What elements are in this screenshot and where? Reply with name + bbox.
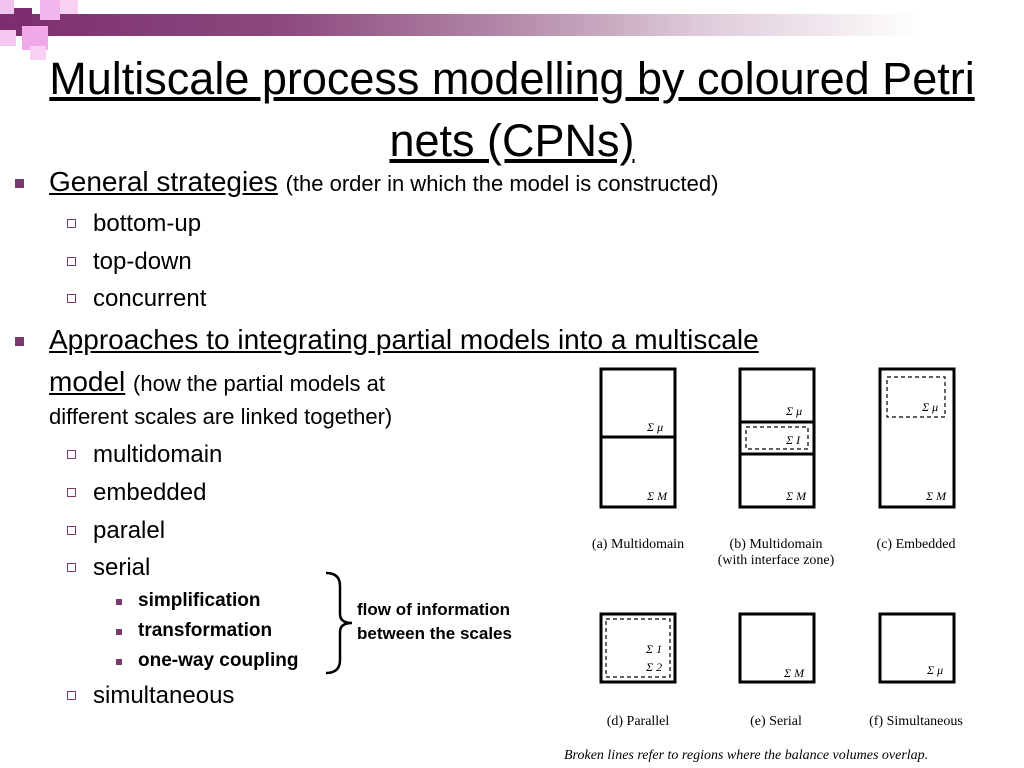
bullet-hollow	[67, 450, 76, 459]
diagram-d	[601, 614, 675, 682]
section1-heading: General strategies	[49, 166, 278, 197]
sigma-M-label: Σ M	[786, 489, 807, 503]
bullet-square	[15, 179, 24, 188]
section2-heading-line1: Approaches to integrating partial models into a multiscale	[49, 324, 759, 355]
section2-subtitle: (how the partial models at	[133, 371, 385, 396]
sigma-I-label: Σ I	[786, 433, 801, 447]
bullet-hollow	[67, 294, 76, 303]
sigma-mu-label: Σ μ	[786, 404, 803, 418]
caption-a: (a) Multidomain	[591, 537, 685, 552]
sigma-mu-label: Σ μ	[647, 420, 664, 434]
sub-list-item: simplification	[138, 590, 261, 611]
sigma-M-label: Σ M	[647, 489, 668, 503]
sigma-M-label: Σ M	[784, 666, 805, 680]
caption-c: (c) Embedded	[876, 537, 956, 552]
bullet-hollow	[67, 526, 76, 535]
section1-subtitle: (the order in which the model is constructed)	[285, 171, 719, 196]
bullet-hollow	[67, 691, 76, 700]
list-item: paralel	[93, 517, 166, 544]
brace-note: flow of information between the scales	[357, 600, 512, 643]
figure-note: Broken lines refer to regions where the balance volumes overlap.	[564, 748, 929, 763]
caption-d: (d) Parallel	[606, 714, 670, 729]
list-item: embedded	[93, 479, 207, 506]
diagram-c	[880, 369, 954, 507]
list-item: simultaneous	[93, 682, 235, 709]
bullet-hollow	[67, 219, 76, 228]
bullet-small	[116, 659, 122, 665]
bullet-hollow	[67, 488, 76, 497]
caption-e: (e) Serial	[750, 714, 802, 729]
sigma-mu-label: Σ μ	[922, 400, 939, 414]
sigma-2-label: Σ 2	[646, 660, 663, 674]
slide-title: Multiscale process modelling by coloured Petri nets (CPNs)	[49, 53, 975, 166]
section2-heading-line2: model (how the partial models at	[49, 366, 385, 397]
list-item: multidomain	[93, 441, 223, 468]
list-item: top-down	[93, 248, 192, 275]
sub-list-item: one-way coupling	[138, 650, 299, 671]
list-item: bottom-up	[93, 210, 202, 237]
sigma-mu-label: Σ μ	[927, 663, 944, 677]
diagram-b	[740, 369, 814, 507]
header-gradient-bar	[0, 14, 1024, 36]
bullet-small	[116, 599, 122, 605]
sigma-M-label: Σ M	[926, 489, 947, 503]
caption-b: (b) Multidomain (with interface zone)	[717, 537, 835, 568]
section2-subtitle-cont: different scales are linked together)	[49, 404, 393, 429]
bullet-small	[116, 629, 122, 635]
diagram-a	[601, 369, 675, 507]
bullet-hollow	[67, 257, 76, 266]
sub-list-item: transformation	[138, 620, 273, 641]
section1-line	[49, 166, 718, 198]
bullet-hollow	[67, 563, 76, 572]
curly-brace-icon	[320, 570, 356, 676]
caption-f: (f) Simultaneous	[869, 714, 963, 729]
bullet-square	[15, 337, 24, 346]
list-item: serial	[93, 554, 151, 581]
list-item: concurrent	[93, 285, 207, 312]
sigma-1-label: Σ 1	[646, 642, 663, 656]
